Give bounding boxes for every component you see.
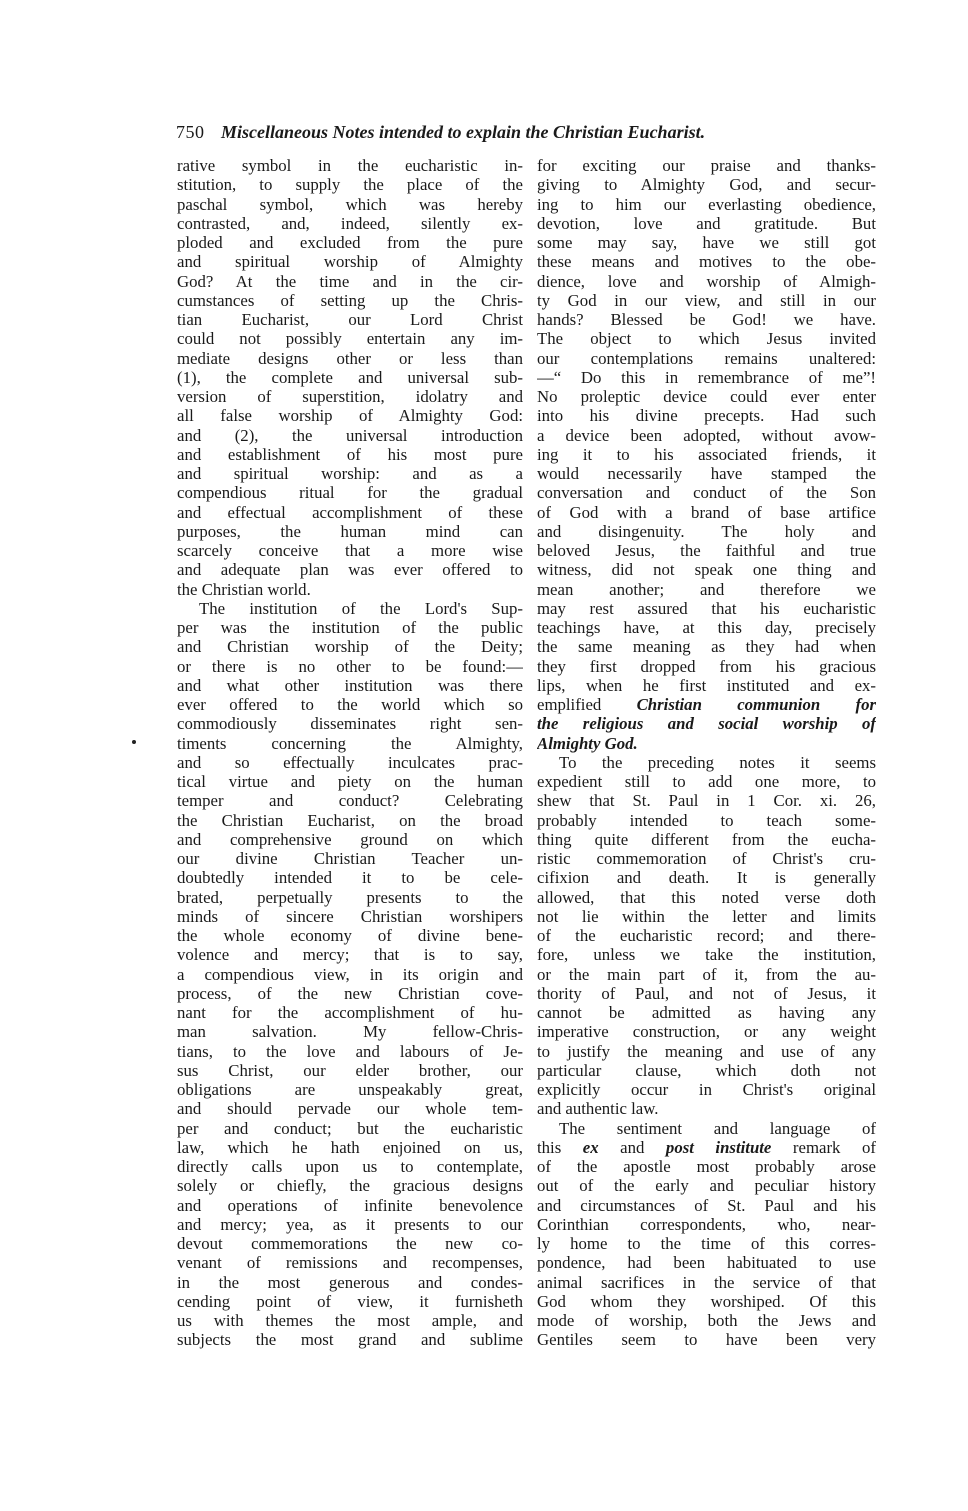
text-line: —“ Do this in remembrance of me”! xyxy=(537,367,876,387)
text-line: per was the institution of the public xyxy=(177,618,523,637)
italic-run: ex xyxy=(582,1137,599,1157)
text-line: for exciting our praise and thanks- xyxy=(537,156,876,175)
text-line: and adequate plan was ever offered to xyxy=(177,560,523,580)
text-line: commodiously disseminates right sen- xyxy=(177,714,523,734)
text-line: lips, when he first instituted and ex- xyxy=(537,675,876,695)
text-line: animal sacrifices in the service of that xyxy=(537,1272,876,1292)
text-line: No proleptic device could ever enter xyxy=(537,387,876,406)
text-line: and operations of infinite benevolence xyxy=(177,1195,523,1215)
text-line: timents concerning the Almighty, xyxy=(177,733,523,753)
running-header xyxy=(176,121,876,143)
text-line: cifixion and death. It is generally xyxy=(537,868,876,888)
text-line: devotion, love and gratitude. But xyxy=(537,213,876,233)
text-line: of God with a brand of base artifice xyxy=(537,502,876,522)
text-line: out of the early and peculiar history xyxy=(537,1176,876,1196)
text-line: rative symbol in the eucharistic in- xyxy=(177,156,523,175)
text-line: mediate designs other or less than xyxy=(177,348,523,368)
text-line: doubtedly intended it to be cele- xyxy=(177,868,523,888)
text-line: and comprehensive ground on which xyxy=(177,829,523,849)
text-line: ty God in our view, and still in our xyxy=(537,290,876,310)
left-column xyxy=(177,156,523,1350)
text-line: pondence, had been habituated to use xyxy=(537,1253,876,1273)
text-line: Corinthian correspondents, who, near- xyxy=(537,1214,876,1234)
text-line: (1), the complete and universal sub- xyxy=(177,367,523,387)
text-line: allowed, that this noted verse doth xyxy=(537,887,876,907)
text-line: The object to which Jesus invited xyxy=(537,329,876,349)
text-line: and spiritual worship of Almighty xyxy=(177,252,523,272)
text-line: and disingenuity. The holy and xyxy=(537,521,876,541)
text-line: and effectual accomplishment of these xyxy=(177,502,523,522)
text-line: temper and conduct? Celebrating xyxy=(177,791,523,811)
text-line: a compendious view, in its origin and xyxy=(177,964,523,984)
text-line: these means and motives to the obe- xyxy=(537,252,876,272)
text-line: cending point of view, it furnisheth xyxy=(177,1291,523,1311)
text-line: imperative construction, or any weight xyxy=(537,1022,876,1042)
text-run: this xyxy=(537,1137,562,1157)
text-line: dience, love and worship of Almigh- xyxy=(537,271,876,291)
text-line: particular clause, which doth not xyxy=(537,1060,876,1080)
text-line: some may say, have we still got xyxy=(537,233,876,252)
text-line: beloved Jesus, the faithful and true xyxy=(537,541,876,560)
text-line: and so effectually inculcates prac- xyxy=(177,752,523,772)
mixed-text-line xyxy=(537,1138,876,1157)
text-line: the Christian Eucharist, on the broad xyxy=(177,810,523,830)
text-line: the Christian world. xyxy=(177,579,311,599)
paragraph-start-line: The sentiment and language of xyxy=(559,1118,876,1138)
text-line: mode of worship, both the Jews and xyxy=(537,1311,876,1330)
italic-text-line: the religious and social worship of xyxy=(537,714,876,734)
text-line: witness, did not speak one thing and xyxy=(537,560,876,580)
text-line: into his divine precepts. Had such xyxy=(537,406,876,426)
text-line: probably intended to teach some- xyxy=(537,810,876,830)
text-line: and spiritual worship: and as a xyxy=(177,464,523,483)
text-line: may rest assured that his eucharistic xyxy=(537,598,876,618)
text-line: tians, to the love and labours of Je- xyxy=(177,1041,523,1061)
text-line: process, of the new Christian cove- xyxy=(177,983,523,1003)
paragraph-start-line: To the preceding notes it seems xyxy=(559,752,876,772)
text-line: or there is no other to be found:— xyxy=(177,656,523,676)
margin-mark xyxy=(132,740,136,744)
text-line: tian Eucharist, our Lord Christ xyxy=(177,310,523,329)
text-line: the same meaning as they had when xyxy=(537,637,876,657)
text-line: ever offered to the world which so xyxy=(177,695,523,714)
text-line: God whom they worshiped. Of this xyxy=(537,1291,876,1311)
text-line: ristic commemoration of Christ's cru- xyxy=(537,849,876,868)
text-line: us with themes the most ample, and xyxy=(177,1311,523,1330)
text-line: version of superstition, idolatry and xyxy=(177,387,523,406)
text-line: and mercy; yea, as it presents to our xyxy=(177,1214,523,1234)
text-line: paschal symbol, which was hereby xyxy=(177,194,523,214)
text-line: solely or chiefly, the gracious designs xyxy=(177,1176,523,1196)
text-line: tical virtue and piety on the human xyxy=(177,772,523,791)
text-line: man salvation. My fellow-Chris- xyxy=(177,1022,523,1042)
text-line: the whole economy of divine bene- xyxy=(177,926,523,945)
text-line: law, which he hath enjoined on us, xyxy=(177,1137,523,1157)
text-line: ing it to his associated friends, it xyxy=(537,444,876,464)
text-line: of the eucharistic record; and there- xyxy=(537,926,876,945)
text-line: directly calls upon us to contemplate, xyxy=(177,1157,523,1176)
text-line: our contemplations remains unaltered: xyxy=(537,348,876,368)
text-line: and should pervade our whole tem- xyxy=(177,1099,523,1119)
text-line: venant of remissions and recompenses, xyxy=(177,1253,523,1273)
right-column xyxy=(537,156,876,1350)
text-line: a device been adopted, without avow- xyxy=(537,425,876,445)
text-line: would necessarily have stamped the xyxy=(537,464,876,483)
text-line: to justify the meaning and use of any xyxy=(537,1041,876,1061)
text-line: per and conduct; but the eucharistic xyxy=(177,1118,523,1138)
page-number: 750 xyxy=(176,122,205,142)
text-line: ploded and excluded from the pure xyxy=(177,233,523,252)
paragraph-start-line: The institution of the Lord's Sup- xyxy=(199,598,523,618)
text-line: ly home to the time of this corres- xyxy=(537,1234,876,1253)
text-line: in the most generous and condes- xyxy=(177,1272,523,1292)
text-line: giving to Almighty God, and secur- xyxy=(537,175,876,195)
text-line: mean another; and therefore we xyxy=(537,579,876,599)
text-line: fore, unless we take the institution, xyxy=(537,945,876,965)
text-run: remark of xyxy=(792,1137,876,1157)
mixed-text-line xyxy=(537,695,876,714)
text-line: thing quite different from the eucha- xyxy=(537,829,876,849)
text-run: and xyxy=(620,1137,645,1157)
text-line: purposes, the human mind can xyxy=(177,521,523,541)
text-line: cumstances of setting up the Chris- xyxy=(177,290,523,310)
text-line: stitution, to supply the place of the xyxy=(177,175,523,195)
text-line: expedient still to add one more, to xyxy=(537,772,876,791)
text-run: emplified xyxy=(537,695,602,714)
text-line: volence and mercy; that is to say, xyxy=(177,945,523,965)
text-line: and authentic law. xyxy=(537,1099,659,1119)
text-line: of the apostle most probably arose xyxy=(537,1157,876,1176)
text-line: scarcely conceive that a more wise xyxy=(177,541,523,560)
text-line: minds of sincere Christian worshipers xyxy=(177,906,523,926)
text-line: compendious ritual for the gradual xyxy=(177,483,523,503)
text-line: shew that St. Paul in 1 Cor. xi. 26, xyxy=(537,791,876,811)
italic-text-line: Almighty God. xyxy=(537,733,638,753)
text-line: or the main part of it, from the au- xyxy=(537,964,876,984)
text-line: not lie within the letter and limits xyxy=(537,906,876,926)
text-line: God? At the time and in the cir- xyxy=(177,271,523,291)
text-line: and what other institution was there xyxy=(177,675,523,695)
text-line: and Christian worship of the Deity; xyxy=(177,637,523,657)
text-line: and establishment of his most pure xyxy=(177,444,523,464)
text-line: hands? Blessed be God! we have. xyxy=(537,310,876,329)
text-line: cannot be admitted as having any xyxy=(537,1003,876,1022)
text-line: and circumstances of St. Paul and his xyxy=(537,1195,876,1215)
text-line: and (2), the universal introduction xyxy=(177,425,523,445)
text-line: devout commemorations the new co- xyxy=(177,1234,523,1253)
text-line: all false worship of Almighty God: xyxy=(177,406,523,426)
text-line: thority of Paul, and not of Jesus, it xyxy=(537,983,876,1003)
text-line: could not possibly entertain any im- xyxy=(177,329,523,349)
text-line: nant for the accomplishment of hu- xyxy=(177,1003,523,1022)
text-line: brated, perpetually presents to the xyxy=(177,887,523,907)
text-line: sus Christ, our elder brother, our xyxy=(177,1060,523,1080)
text-line: obligations are unspeakably great, xyxy=(177,1080,523,1099)
text-line: they first dropped from his gracious xyxy=(537,656,876,676)
text-line: teachings have, at this day, precisely xyxy=(537,618,876,637)
italic-run: Christian communion for xyxy=(636,695,876,714)
text-line: our divine Christian Teacher un- xyxy=(177,849,523,868)
text-line: conversation and conduct of the Son xyxy=(537,483,876,503)
running-title: Miscellaneous Notes intended to explain the Christian Eucharist. xyxy=(221,122,706,142)
text-line: contrasted, and, indeed, silently ex- xyxy=(177,213,523,233)
text-line: ing to him our everlasting obedience, xyxy=(537,194,876,214)
italic-run: post institute xyxy=(665,1137,772,1157)
text-line: subjects the most grand and sublime xyxy=(177,1330,523,1350)
text-line: explicitly occur in Christ's original xyxy=(537,1080,876,1099)
text-line: Gentiles seem to have been very xyxy=(537,1330,876,1350)
